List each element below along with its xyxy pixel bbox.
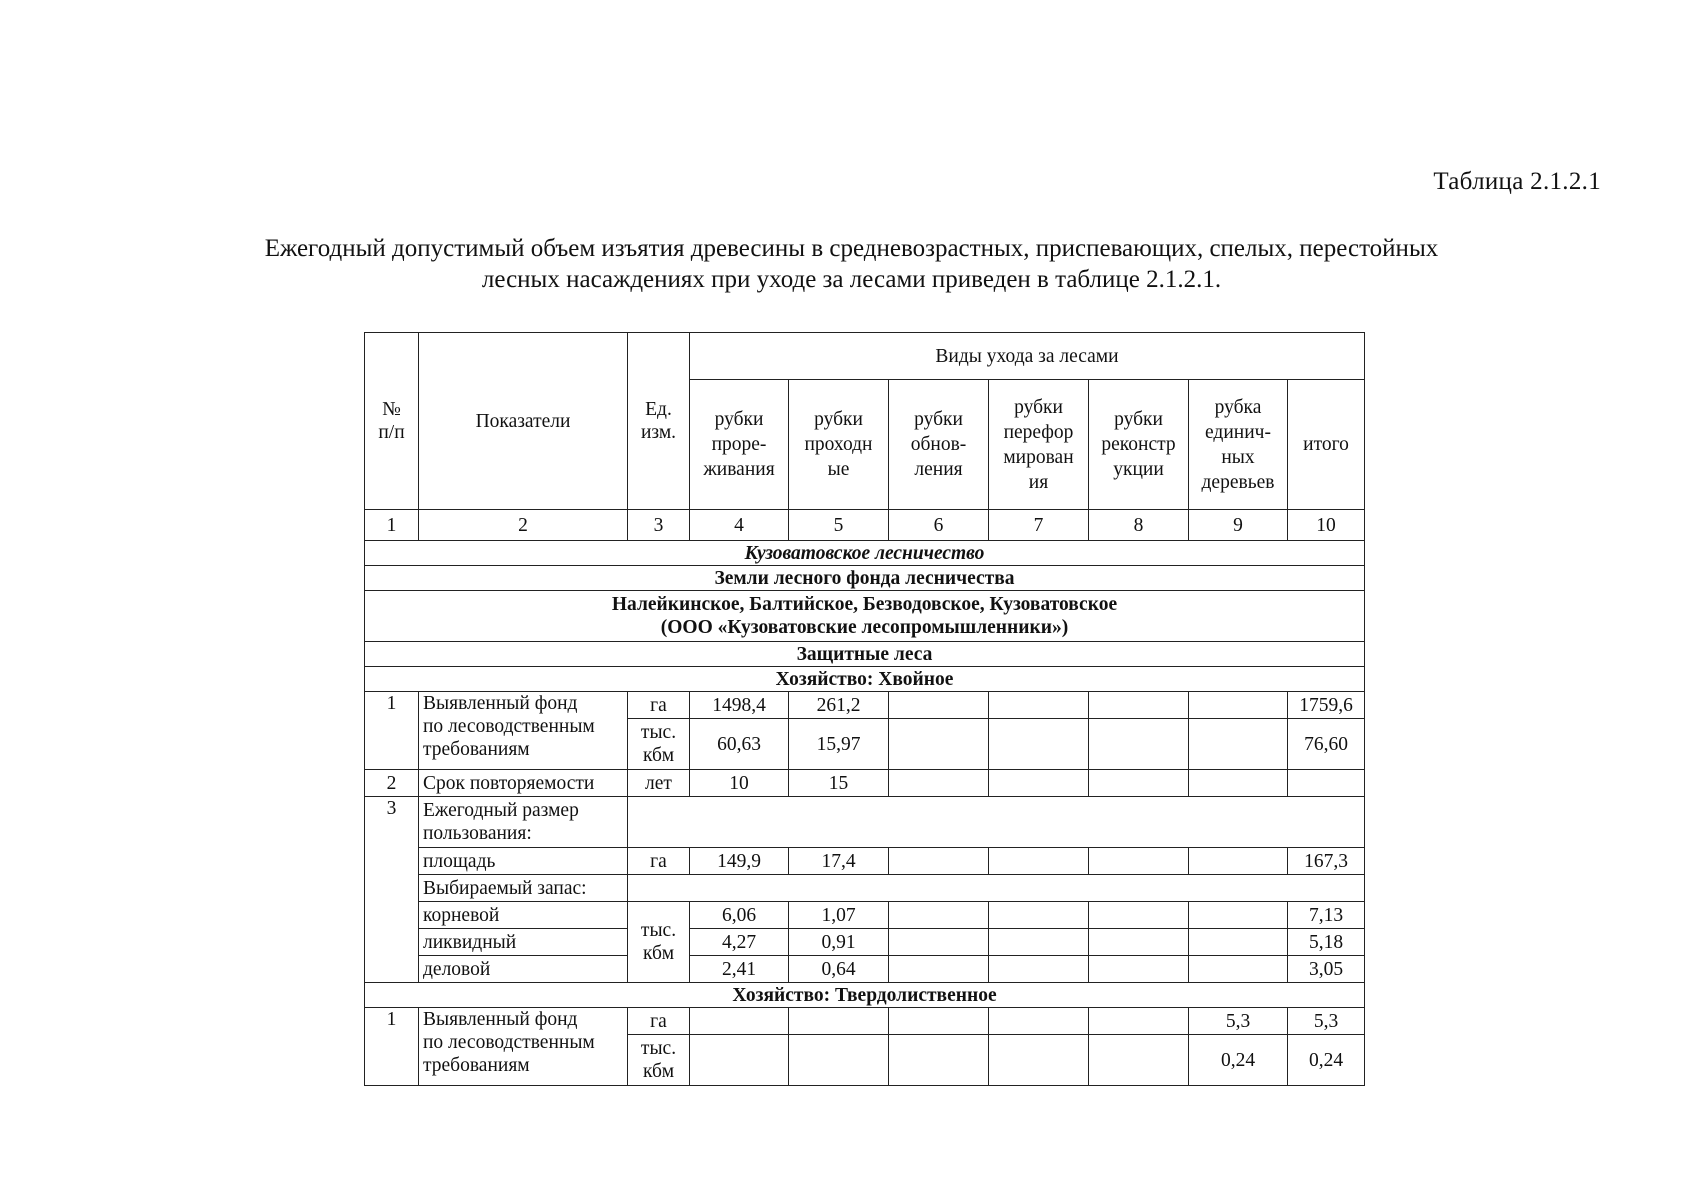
section-districts-row <box>365 591 1365 642</box>
section-conifer-row <box>365 667 1365 692</box>
kind-line: деревьев <box>1201 471 1275 493</box>
value-cell: 1498,4 <box>690 692 789 719</box>
kind-line: рубки <box>1014 396 1063 418</box>
value-cell: 10 <box>690 770 789 797</box>
value-cell: 5,3 <box>1189 1008 1288 1035</box>
label-line: по лесоводственным <box>423 1032 595 1053</box>
value-cell <box>1089 956 1189 983</box>
section-protective-row <box>365 642 1365 667</box>
header-kind-total <box>1288 380 1365 510</box>
column-number: 1 <box>365 510 419 541</box>
column-number: 2 <box>419 510 628 541</box>
header-kind-single-trees <box>1189 380 1288 510</box>
conifer-business-row <box>365 956 1365 983</box>
total-cell <box>1288 770 1365 797</box>
value-cell <box>1089 692 1189 719</box>
header-indicators: Показатели <box>419 333 628 510</box>
section-districts-line-2: (ООО «Кузоватовские лесопромышленники») <box>660 617 1069 638</box>
value-cell: 15 <box>789 770 889 797</box>
value-cell <box>889 770 989 797</box>
column-number: 9 <box>1189 510 1288 541</box>
kind-line: единич- <box>1205 421 1271 443</box>
unit-text: тыс. кбм <box>640 1038 677 1082</box>
header-kind-passage <box>789 380 889 510</box>
value-cell <box>1089 902 1189 929</box>
heading-line-2: лесных насаждениях при уходе за лесами приведен в таблице 2.1.2.1. <box>481 266 1222 293</box>
section-hardwood-row <box>365 983 1365 1008</box>
label-line: требованиям <box>423 1055 530 1076</box>
total-cell: 7,13 <box>1288 902 1365 929</box>
value-cell <box>989 692 1089 719</box>
kind-line: итого <box>1303 434 1349 455</box>
header-kind-reformation <box>989 380 1089 510</box>
value-cell <box>1189 956 1288 983</box>
row-label-fund <box>419 692 628 770</box>
value-cell: 261,2 <box>789 692 889 719</box>
blank-merged-cell <box>628 875 1365 902</box>
kind-line: рубки <box>1114 409 1163 430</box>
value-cell: 17,4 <box>789 848 889 875</box>
total-cell: 0,24 <box>1288 1035 1365 1086</box>
kind-line: ных <box>1221 446 1255 468</box>
document-heading <box>120 233 1583 295</box>
kind-line: живания <box>703 459 775 480</box>
label-line: по лесоводственным <box>423 716 595 737</box>
value-cell <box>690 1035 789 1086</box>
header-unit <box>628 333 690 510</box>
value-cell: 4,27 <box>690 929 789 956</box>
conifer-stock-row <box>365 875 1365 902</box>
unit-cell <box>628 719 690 770</box>
column-number: 8 <box>1089 510 1189 541</box>
header-row-top <box>365 333 1365 380</box>
column-number: 7 <box>989 510 1089 541</box>
value-cell <box>1189 902 1288 929</box>
kind-line: ия <box>1028 471 1049 493</box>
value-cell: 2,41 <box>690 956 789 983</box>
conifer-term-row <box>365 770 1365 797</box>
value-cell <box>1089 1035 1189 1086</box>
column-number: 4 <box>690 510 789 541</box>
total-cell: 5,18 <box>1288 929 1365 956</box>
value-cell <box>889 956 989 983</box>
value-cell <box>889 719 989 770</box>
conifer-root-row <box>365 902 1365 929</box>
row-label-fund <box>419 1008 628 1086</box>
unit-cell: га <box>628 1008 690 1035</box>
value-cell <box>889 1035 989 1086</box>
header-kind-renewal <box>889 380 989 510</box>
label-line: Выявленный фонд <box>423 693 578 714</box>
section-farm-hardwood: Хозяйство: Твердолиственное <box>365 983 1365 1008</box>
total-cell: 167,3 <box>1288 848 1365 875</box>
total-cell: 1759,6 <box>1288 692 1365 719</box>
header-num-text: № п/п <box>378 399 405 443</box>
value-cell <box>1189 770 1288 797</box>
kind-line: ления <box>914 459 963 480</box>
value-cell: 15,97 <box>789 719 889 770</box>
value-cell <box>989 929 1089 956</box>
kind-line: рубки <box>814 409 863 430</box>
section-forestry: Кузоватовское лесничество <box>365 541 1365 566</box>
header-num <box>365 333 419 510</box>
value-cell <box>789 1008 889 1035</box>
kind-line: рубки <box>914 409 963 430</box>
column-number: 3 <box>628 510 690 541</box>
logging-volume-table <box>364 332 1365 1086</box>
column-number: 5 <box>789 510 889 541</box>
row-num: 3 <box>365 797 419 983</box>
value-cell <box>889 1008 989 1035</box>
value-cell <box>889 692 989 719</box>
value-cell <box>889 848 989 875</box>
value-cell: 0,64 <box>789 956 889 983</box>
section-lands: Земли лесного фонда лесничества <box>365 566 1365 591</box>
row-label-stock: Выбираемый запас: <box>419 875 628 902</box>
value-cell: 6,06 <box>690 902 789 929</box>
value-cell <box>1189 719 1288 770</box>
table-caption: Таблица 2.1.2.1 <box>1433 168 1601 195</box>
section-protective: Защитные леса <box>365 642 1365 667</box>
value-cell <box>1089 719 1189 770</box>
value-cell <box>989 902 1089 929</box>
value-cell <box>889 929 989 956</box>
section-lands-row <box>365 566 1365 591</box>
row-label-business: деловой <box>419 956 628 983</box>
kind-line: проходн <box>804 434 873 455</box>
value-cell <box>989 770 1089 797</box>
value-cell: 149,9 <box>690 848 789 875</box>
label-line: Выявленный фонд <box>423 1009 578 1030</box>
value-cell: 0,91 <box>789 929 889 956</box>
value-cell <box>989 848 1089 875</box>
kind-line: ые <box>827 459 850 480</box>
unit-cell <box>628 902 690 983</box>
kind-line: перефор <box>1003 421 1074 443</box>
conifer-annual-row <box>365 797 1365 848</box>
value-cell: 60,63 <box>690 719 789 770</box>
row-label-root: корневой <box>419 902 628 929</box>
section-forestry-row <box>365 541 1365 566</box>
hardwood-fund-area-row <box>365 1008 1365 1035</box>
header-kind-reconstruction <box>1089 380 1189 510</box>
kind-line: мирован <box>1003 446 1074 468</box>
blank-merged-cell <box>628 797 1365 848</box>
kind-line: проре- <box>711 434 767 455</box>
value-cell <box>1089 848 1189 875</box>
value-cell <box>1189 929 1288 956</box>
conifer-annual-area-row <box>365 848 1365 875</box>
unit-cell: га <box>628 848 690 875</box>
row-num: 1 <box>365 692 419 770</box>
kind-line: рубка <box>1214 396 1262 418</box>
value-cell <box>1189 692 1288 719</box>
header-care-types: Виды ухода за лесами <box>690 333 1365 380</box>
unit-cell: га <box>628 692 690 719</box>
value-cell <box>989 956 1089 983</box>
value-cell <box>889 902 989 929</box>
kind-line: обнов- <box>910 434 967 455</box>
unit-cell: лет <box>628 770 690 797</box>
value-cell <box>789 1035 889 1086</box>
section-districts <box>365 591 1365 642</box>
kind-line: укции <box>1113 459 1164 480</box>
conifer-liquid-row <box>365 929 1365 956</box>
section-districts-line-1: Налейкинское, Балтийское, Безводовское, Кузоватовское <box>611 594 1118 615</box>
value-cell: 1,07 <box>789 902 889 929</box>
row-label-liquid: ликвидный <box>419 929 628 956</box>
total-cell: 76,60 <box>1288 719 1365 770</box>
column-number: 10 <box>1288 510 1365 541</box>
heading-line-1: Ежегодный допустимый объем изъятия древесины в средневозрастных, приспевающих, спелых, перестойных <box>264 235 1439 262</box>
column-number: 6 <box>889 510 989 541</box>
value-cell <box>1089 1008 1189 1035</box>
value-cell <box>989 1008 1089 1035</box>
conifer-fund-area-row <box>365 692 1365 719</box>
column-numbers-row <box>365 510 1365 541</box>
row-label-term: Срок повторяемости <box>419 770 628 797</box>
row-num: 1 <box>365 1008 419 1086</box>
row-label-area: площадь <box>419 848 628 875</box>
unit-cell <box>628 1035 690 1086</box>
header-kind-thinning <box>690 380 789 510</box>
value-cell <box>989 1035 1089 1086</box>
value-cell <box>1089 929 1189 956</box>
header-unit-text: Ед. изм. <box>640 399 677 443</box>
value-cell: 0,24 <box>1189 1035 1288 1086</box>
total-cell: 5,3 <box>1288 1008 1365 1035</box>
value-cell <box>989 719 1089 770</box>
value-cell <box>690 1008 789 1035</box>
unit-text: тыс. кбм <box>640 722 677 766</box>
row-label-annual: Ежегодный размер пользования: <box>419 797 628 848</box>
row-num: 2 <box>365 770 419 797</box>
total-cell: 3,05 <box>1288 956 1365 983</box>
kind-line: рубки <box>714 409 764 430</box>
value-cell <box>1089 770 1189 797</box>
unit-text: тыс. кбм <box>640 920 677 964</box>
label-line: требованиям <box>423 739 530 760</box>
kind-line: реконстр <box>1101 434 1176 455</box>
section-farm-conifer: Хозяйство: Хвойное <box>365 667 1365 692</box>
value-cell <box>1189 848 1288 875</box>
